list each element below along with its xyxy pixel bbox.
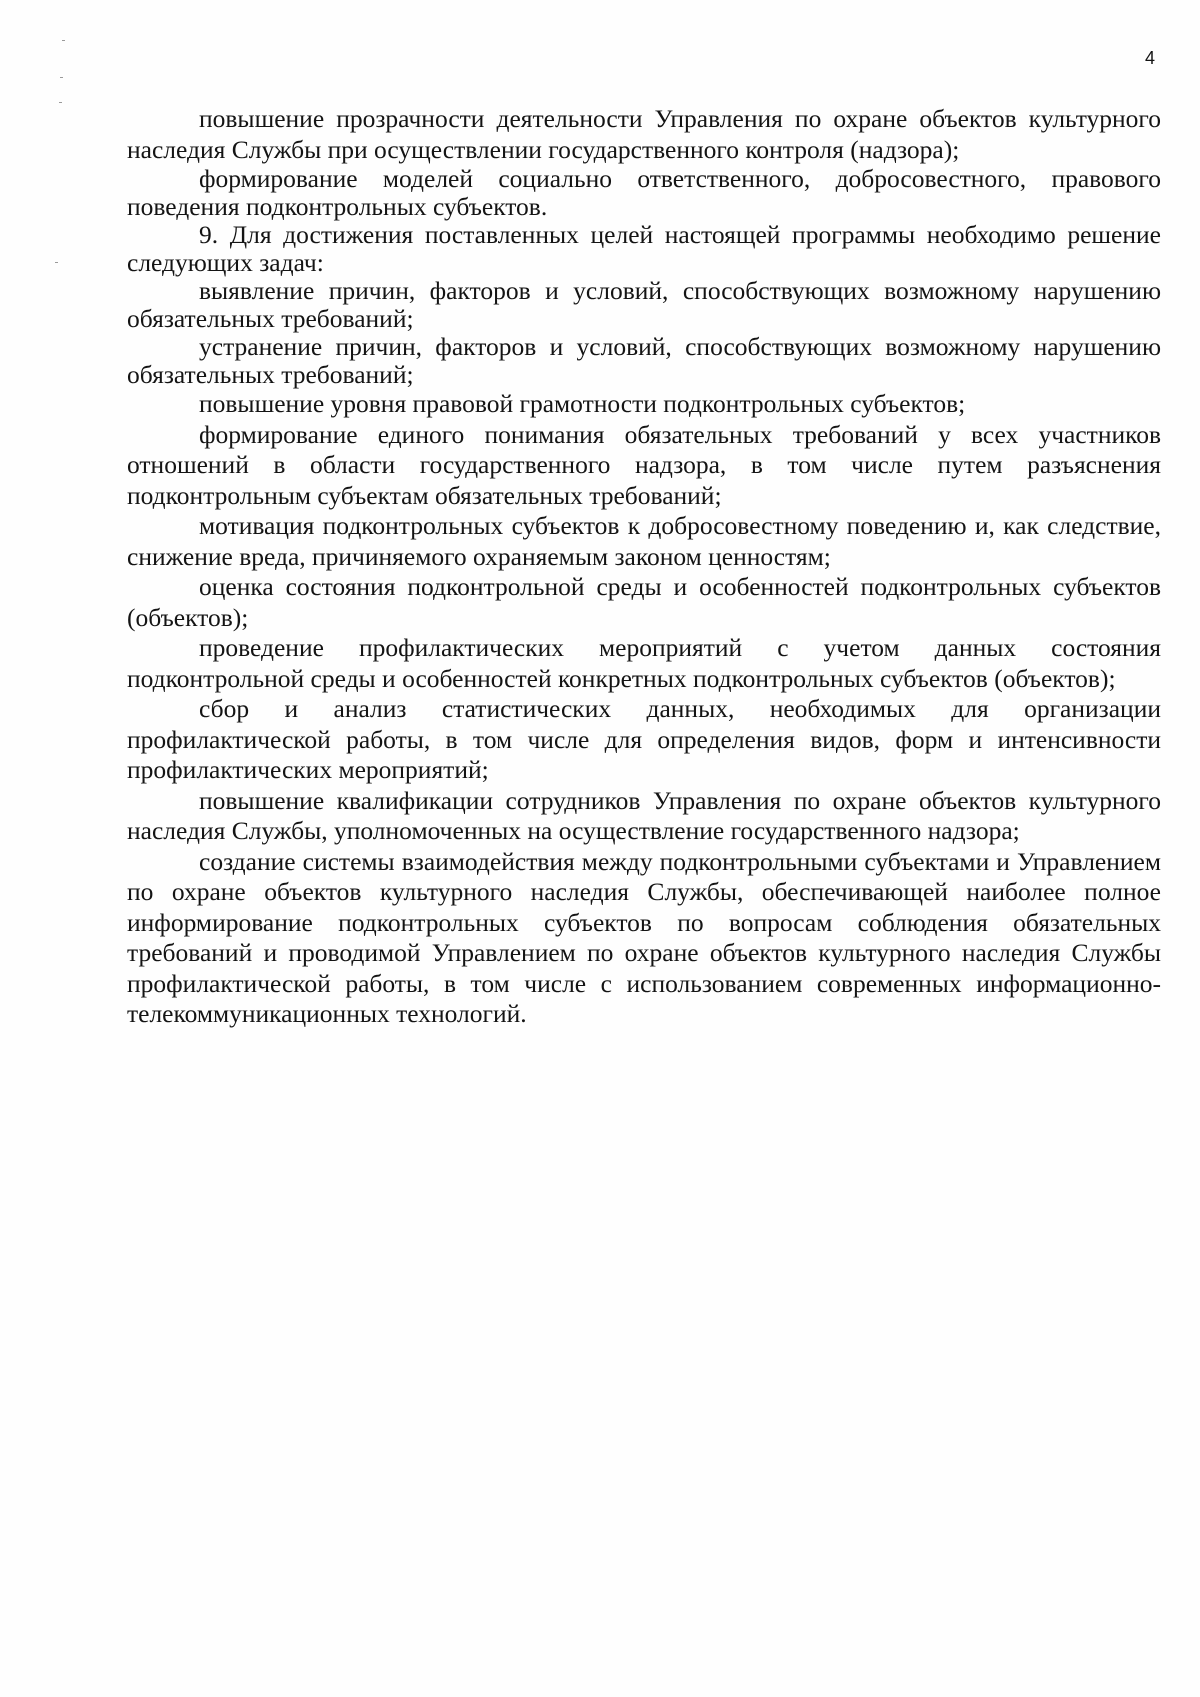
paragraph: оценка состояния подконтрольной среды и особенностей подконтрольных субъектов (объектов); (127, 572, 1161, 632)
paragraph: мотивация подконтрольных субъектов к добросовестному поведению и, как следствие, снижение вреда, причиняемого охраняемым законом ценностям; (127, 511, 1161, 571)
paragraph: выявление причин, факторов и условий, способствующих возможному нарушению обязательных требований; (127, 276, 1161, 333)
paragraph: создание системы взаимодействия между подконтрольными субъектами и Управлением по охране объектов культурного наследия Службы, обеспечивающей наиболее полное информирование подконтрольных субъектов по вопросам соблюдения обязательных требований и проводимой Управлением по охране объектов культурного наследия Службы профилактической работы, в том числе с использованием современных информационно-телекоммуникационных технологий. (127, 846, 1161, 1028)
paragraph: формирование моделей социально ответственного, добросовестного, правового поведения подконтрольных субъектов. (127, 164, 1161, 221)
page-number: 4 (1144, 48, 1155, 68)
paragraph: формирование единого понимания обязательных требований у всех участников отношений в области государственного надзора, в том числе путем разъяснения подконтрольным субъектам обязательных требований; (127, 419, 1161, 510)
paragraph: проведение профилактических мероприятий с учетом данных состояния подконтрольной среды и особенностей конкретных подконтрольных субъектов (объектов); (127, 633, 1161, 693)
numbered-paragraph: 9. Для достижения поставленных целей настоящей программы необходимо решение следующих задач: (127, 220, 1161, 277)
paragraph: повышение квалификации сотрудников Управления по охране объектов культурного наследия Службы, уполномоченных на осуществление государственного надзора; (127, 785, 1161, 845)
scan-speck (62, 40, 65, 41)
scan-speck (55, 262, 58, 263)
document-body (127, 104, 1161, 1030)
paragraph: повышение прозрачности деятельности Управления по охране объектов культурного наследия Службы при осуществлении государственного контроля (надзора); (127, 104, 1161, 164)
paragraph: сбор и анализ статистических данных, необходимых для организации профилактической работы, в том числе для определения видов, форм и интенсивности профилактических мероприятий; (127, 694, 1161, 784)
scan-speck (60, 77, 63, 78)
paragraph: повышение уровня правовой грамотности подконтрольных субъектов; (199, 389, 966, 418)
scan-speck (59, 102, 62, 103)
paragraph: устранение причин, факторов и условий, способствующих возможному нарушению обязательных требований; (127, 332, 1161, 389)
